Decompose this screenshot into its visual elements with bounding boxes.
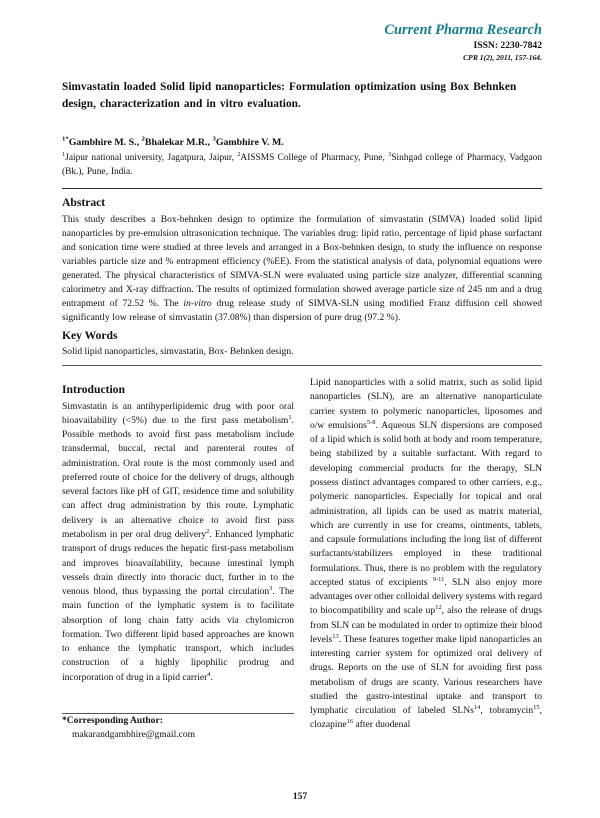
citation-superscript: 13 (332, 632, 339, 640)
introduction-heading: Introduction (62, 383, 125, 397)
page-number: 157 (292, 791, 308, 802)
body-columns (62, 376, 542, 742)
divider-keywords (62, 365, 542, 366)
citation-superscript: 3 (388, 151, 392, 159)
affiliation-list: $^1$Jaipur national university, Jagatpura, Jaipur, $^2$AISSMS College of Pharmacy, Pune, $^3$Sinhgad college of Pharmacy, Vadgaon (Bk.), Pune, India. (62, 151, 543, 177)
keywords-heading: Key Words (62, 328, 118, 342)
column-left (62, 376, 294, 742)
journal-header (62, 22, 542, 63)
journal-citation: CPR 1(2), 2011, 157-164. (463, 52, 542, 62)
citation-superscript: 14 (473, 704, 481, 712)
abstract-text: This study describes a Box-behnken design to optimize the formulation of simvastatin (SIMVA) loaded solid lipid nanoparticles by pre-emulsion ultrasonication technique. The variables drug: lipid ratio, percentage of lipid phase surfactant and sonication time were studied at three levels and arranged in a Box-behnken design, to study the influence on response variables particle size and % entrapment efficiency (%EE). From the statistical analysis of data, polynomial equations were generated. The physical characteristics of SIMVA-SLN were evaluated using particle size analyzer, differential scanning calorimetry and X-ray diffraction. The results of optimized formulation showed average particle size of 245 nm and a drug entrapment of 72.52 %. The in-vitro drug release study of SIMVA-SLN using modified Franz diffusion cell showed significantly low release of simvastatin (37.08%) than dispersion of pure drug (97.2 %). (62, 213, 542, 323)
abstract-italic-term: in-vitro (183, 297, 212, 309)
citation-superscript: 2 (141, 135, 145, 143)
citation-superscript: 3 (212, 135, 216, 143)
citation-superscript: 3 (269, 584, 273, 592)
citation-superscript: 5-8 (366, 418, 376, 426)
journal-title: Current Pharma Research (384, 22, 542, 38)
citation-superscript: 16 (346, 718, 354, 726)
corresponding-author-heading: *Corresponding Author: (62, 714, 163, 726)
divider-top (62, 188, 542, 189)
citation-superscript: 1* (62, 135, 69, 143)
citation-superscript: 9-11 (432, 575, 445, 583)
keywords-text: Solid lipid nanoparticles, simvastatin, Box- Behnken design. (62, 346, 294, 358)
journal-issn: ISSN: 2230-7842 (473, 40, 542, 52)
citation-superscript: 12 (435, 604, 442, 612)
page-title: Simvastatin loaded Solid lipid nanoparticles: Formulation optimization using Box Behnken design, characterization and in vitro evaluation. (62, 80, 517, 111)
abstract-heading: Abstract (62, 196, 106, 210)
column-right (310, 376, 542, 733)
citation-superscript: 1 (288, 413, 292, 421)
introduction-right-text: Lipid nanoparticles with a solid matrix, such as solid lipid nanoparticles (SLN), are an alternative nanoparticulate carrier system to polymeric nanoparticles, liposomes and o/w emulsions$^{5-8}$. Aqueous SLN dispersions are composed of a lipid which is solid both at body and room temperature, being stabilized by a suitable surfactant. With regard to developing commercial products for the therapy, SLN possess distinct advantages compared to other carriers, e.g., polymeric nanoparticles. Especially for topical and oral administration, all lipids can be used as matrix material, which are currently in use for creams, ointments, tablets, and capsule formulations including the long list of different surfactants/stabilizers employed in these traditional formulations. Thus, there is no problem with the regulatory accepted status of excipients $^{9-11}$. SLN also enjoy more advantages over other colloidal delivery systems with regard to biocompatibility and scale $up^{12}$, also the release of drugs from SLN can be modulated in order to optimize their blood levels$^{13}$. These features together make lipid nanoparticles an interesting carrier system for optimized oral delivery of drugs. Reports on the use of SLN for avoiding first pass metabolism of drugs are scanty. Various researchers have studied the gastro-intestinal uptake and transport to lymphatic circulation of labeled SLNs$^{14}$, tobramycin$^{15}$, clozapine$^{16}$ after duodenal (310, 377, 542, 731)
citation-superscript: 1 (62, 151, 66, 159)
citation-superscript: 4 (207, 670, 211, 678)
citation-superscript: 15 (533, 704, 540, 712)
corresponding-author-email[interactable]: makarandgambhire@gmail.com (72, 729, 196, 741)
introduction-left-text: Simvastatin is an antihyperlipidemic drug with poor oral bioavailability (<5%) due to the first pass metabolism$^1$. Possible methods to avoid first pass metabolism include transdermal, buccal, rectal and parenteral routes of administration. Oral route is the most commonly used and preferred route of choice for the delivery of drugs, although several factors like pH of GIT, residence time and solubility can affect drug administration by this route. Lymphatic delivery is an alternative choice to avoid first pass metabolism in per oral drug delivery$^2$. Enhanced lymphatic transport of drugs reduces the hepatic first-pass metabolism and improves bioavailability, because intestinal lymph vessels drain directly into thoracic duct, further in to the venous blood, thus bypassing the portal circulation$^3$. The main function of the lymphatic system is to facilitate absorption of long chain fatty acids via chylomicron formation. Two different lipid based approaches are known to enhance the lymphatic transport, which includes construction of a highly lipophilic prodrug and incorporation of drug in a lipid carrier$^4$. (62, 400, 295, 683)
citation-superscript: 2 (206, 527, 210, 535)
author-list: $^{1*}$Gambhire M. S., $^2$Bhalekar M.R., $^3$Gambhire V. M. (62, 135, 284, 148)
corresponding-author-block (62, 713, 294, 743)
citation-superscript: 2 (237, 151, 241, 159)
